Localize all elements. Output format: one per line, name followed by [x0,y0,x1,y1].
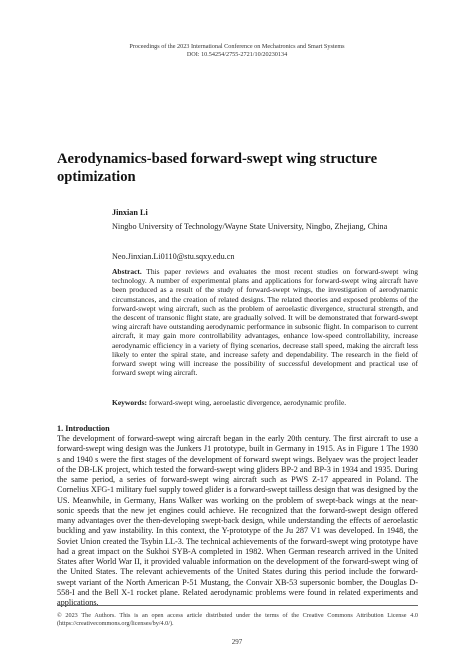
footer-divider [57,605,418,606]
author-name: Jinxian Li [112,208,148,217]
proceedings-header [0,43,474,59]
license-footer: © 2023 The Authors. This is an open access article distributed under the terms of the Creative Commons Attribution License 4.0 (https://creativecommons.org/licenses/by/4.0/). [57,612,418,627]
paper-title: Aerodynamics-based forward-swept wing structure optimization [57,151,378,185]
introduction-text: The development of forward-swept wing aircraft began in the early 20th century. The first aircraft to use a forward-swept wing design was the Junkers J1 prototype, built in Germany in 1915. As in Figure 1 The 1930 s and 1940 s were the first stages of the development of forward swept wings. Belyaev was the project leader of the DB-LK project, which tested the forward-swept wing gliders BP-2 and BP-3 in 1934 and 1935. During the same period, a series of forward-swept wing aircraft such as PWS Z-17 appeared in Poland. The Cornelius XFG-1 military fuel supply towed glider is a forward-swept tailless design that was designed by the US. Meanwhile, in Germany, Hans Walker was working on the problem of swept-back wings at the near-sonic speeds that the new jet engines could achieve. He recognized that the forward-swept design offered many advantages over the then-developing swept-back design, while understanding the effects of aeroelastic buckling and yaw instability. In this context, the Y-prototype of the Ju 287 V1 was developed. In 1948, the Soviet Union created the Tsybin LL-3. The technical achievements of the forward-swept wing prototype have had a great impact on the Sukhoi SYB-A completed in 1982. When German research arrived in the United States after World War II, it provided valuable information on the development of the forward-swept wing of the United States. The relevant achievements of the United States during this period include the forward-swept variant of the North American P-51 Mustang, the Convair XB-53 supersonic bomber, the Douglas D-558-I and the Bell X-1 rocket plane. Related aerodynamic problems were found in related experiments and applications. [57,434,418,607]
proceedings-name: Proceedings of the 2023 International Conference on Mechatronics and Smart Systems [129,43,345,50]
author-email: Neo.Jinxian.Li0110@stu.sqxy.edu.cn [112,252,235,261]
abstract [112,267,418,377]
section-heading-introduction: 1. Introduction [57,424,110,433]
keywords-text: forward-swept wing, aeroelastic divergence, aerodynamic profile. [148,398,347,407]
abstract-label: Abstract. [112,267,142,276]
abstract-text: This paper reviews and evaluates the most recent studies on forward-swept wing technology. A number of experimental plans and applications for forward-swept wing aircraft have been produced as a result of the study of forward-swept wings, the investigation of aerodynamic circumstances, and the creation of related designs. The related theories and exposed problems of the forward-swept wing aircraft, such as the problem of aeroelastic divergence, structural strength, and the descent of transonic flight state, are gradually solved. It will be demonstrated that forward-swept wing aircraft have outstanding aerodynamic performance in subsonic flight. In comparison to current aircraft, it may gain more controllability advantages, enhance low-speed controllability, increase aerodynamic efficiency in a variety of flying scenarios, decrease stall speed, making the aircraft less likely to enter the spiral state, and increase safety and dependability. The research in the field of forward swept wing will increase the possibility of successful development and practical use of forward swept wing aircraft. [112,267,418,378]
page-number: 297 [231,638,243,646]
keywords [112,398,418,407]
keywords-label: Keywords: [112,398,147,407]
author-affiliation: Ningbo University of Technology/Wayne State University, Ningbo, Zhejiang, China [112,222,388,231]
doi: DOI: 10.54254/2755-2721/10/20230134 [186,51,288,58]
